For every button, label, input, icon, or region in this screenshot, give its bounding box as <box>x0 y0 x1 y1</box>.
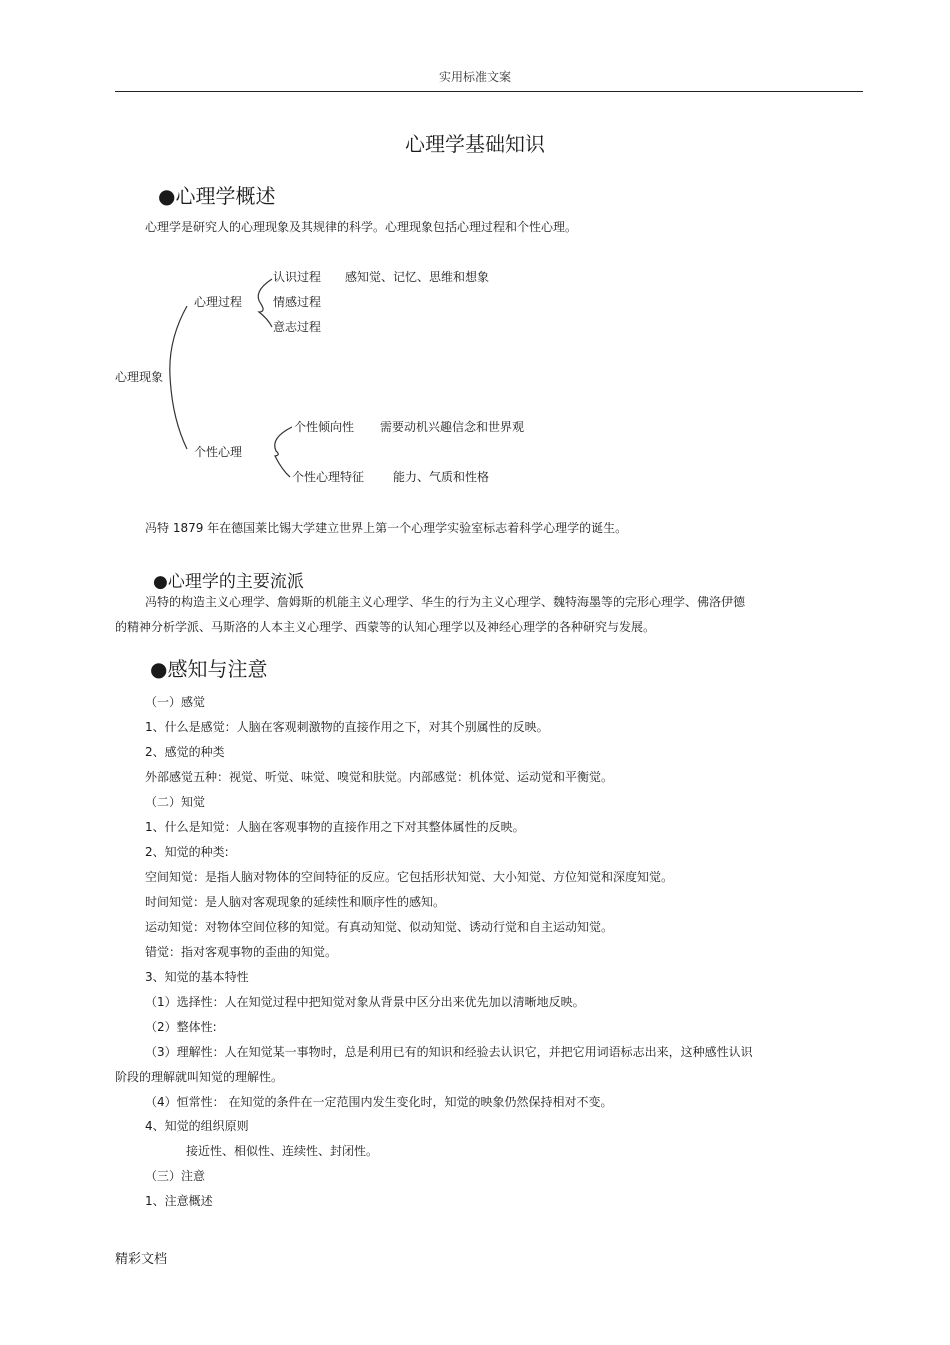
perception-line: （二）知觉 <box>145 795 206 809</box>
perception-line: （2）整体性: <box>145 1020 217 1034</box>
diagram-item-tendency: 个性倾向性 <box>294 420 355 434</box>
perception-line: 运动知觉：对物体空间位移的知觉。有真动知觉、似动知觉、诱动行觉和自主运动知觉。 <box>145 920 614 934</box>
diagram-item-traits: 个性心理特征 <box>292 470 365 484</box>
diagram-item-traits-detail: 能力、气质和性格 <box>393 470 490 484</box>
diagram-item-cognition-detail: 感知觉、记忆、思维和想象 <box>345 270 490 284</box>
diagram-item-cognition: 认识过程 <box>273 270 322 284</box>
page-footer: 精彩文档 <box>115 1252 168 1267</box>
root-brace <box>170 306 187 449</box>
section-heading-overview: ●心理学概述 <box>158 184 276 208</box>
diagram-root: 心理现象 <box>115 370 164 384</box>
page-header: 实用标准文案 <box>438 70 511 84</box>
perception-line: 4、知觉的组织原则 <box>145 1119 249 1133</box>
perception-line: 1、注意概述 <box>145 1194 213 1208</box>
diagram-branch1-label: 心理过程 <box>194 295 243 309</box>
perception-line: 1、什么是感觉：人脑在客观刺激物的直接作用之下，对其个别属性的反映。 <box>145 720 549 734</box>
perception-line: 3、知觉的基本特性 <box>145 970 249 984</box>
perception-line: （3）理解性：人在知觉某一事物时，总是利用已有的知识和经验去认识它，并把它用词语标志出来，这种感性认识 <box>145 1045 753 1059</box>
perception-line: （4）恒常性： 在知觉的条件在一定范围内发生变化时，知觉的映象仍然保持相对不变。 <box>145 1095 613 1109</box>
perception-line: 阶段的理解就叫知觉的理解性。 <box>115 1070 284 1084</box>
branch2-brace <box>275 427 292 477</box>
perception-line: 错觉：指对客观事物的歪曲的知觉。 <box>145 945 338 959</box>
diagram-branch2-label: 个性心理 <box>194 445 243 459</box>
perception-line: （1）选择性：人在知觉过程中把知觉对象从背景中区分出来优先加以清晰地反映。 <box>145 995 585 1009</box>
overview-intro: 心理学是研究人的心理现象及其规律的科学。心理现象包括心理过程和个性心理。 <box>145 220 578 234</box>
perception-line: 1、什么是知觉：人脑在客观事物的直接作用之下对其整体属性的反映。 <box>145 820 525 834</box>
schools-line-2: 的精神分析学派、马斯洛的人本主义心理学、西蒙等的认知心理学以及神经心理学的各种研究与发展。 <box>115 620 656 634</box>
perception-line: （一）感觉 <box>145 695 206 709</box>
diagram-item-emotion: 情感过程 <box>273 295 322 309</box>
perception-line: 外部感觉五种：视觉、听觉、味觉、嗅觉和肤觉。内部感觉：机体觉、运动觉和平衡觉。 <box>145 770 614 784</box>
section-heading-schools: ●心理学的主要流派 <box>153 572 304 592</box>
document-title: 心理学基础知识 <box>405 132 545 156</box>
diagram-item-will: 意志过程 <box>273 320 322 334</box>
branch1-brace <box>258 279 272 327</box>
perception-line: 接近性、相似性、连续性、封闭性。 <box>186 1144 379 1158</box>
schools-line-1: 冯特的构造主义心理学、詹姆斯的机能主义心理学、华生的行为主义心理学、魏特海墨等的完形心理学、佛洛伊德 <box>145 595 746 609</box>
perception-line: 空间知觉：是指人脑对物体的空间特征的反应。它包括形状知觉、大小知觉、方位知觉和深度知觉。 <box>145 870 674 884</box>
perception-line: 2、知觉的种类: <box>145 845 229 859</box>
section-heading-perception: ●感知与注意 <box>150 657 268 681</box>
diagram-item-tendency-detail: 需要动机兴趣信念和世界观 <box>380 420 525 434</box>
perception-line: 2、感觉的种类 <box>145 745 225 759</box>
perception-line: 时间知觉：是人脑对客观现象的延续性和顺序性的感知。 <box>145 895 446 909</box>
wundt-paragraph: 冯特 1879 年在德国莱比锡大学建立世界上第一个心理学实验室标志着科学心理学的诞生。 <box>145 521 628 535</box>
perception-line: （三）注意 <box>145 1169 206 1183</box>
